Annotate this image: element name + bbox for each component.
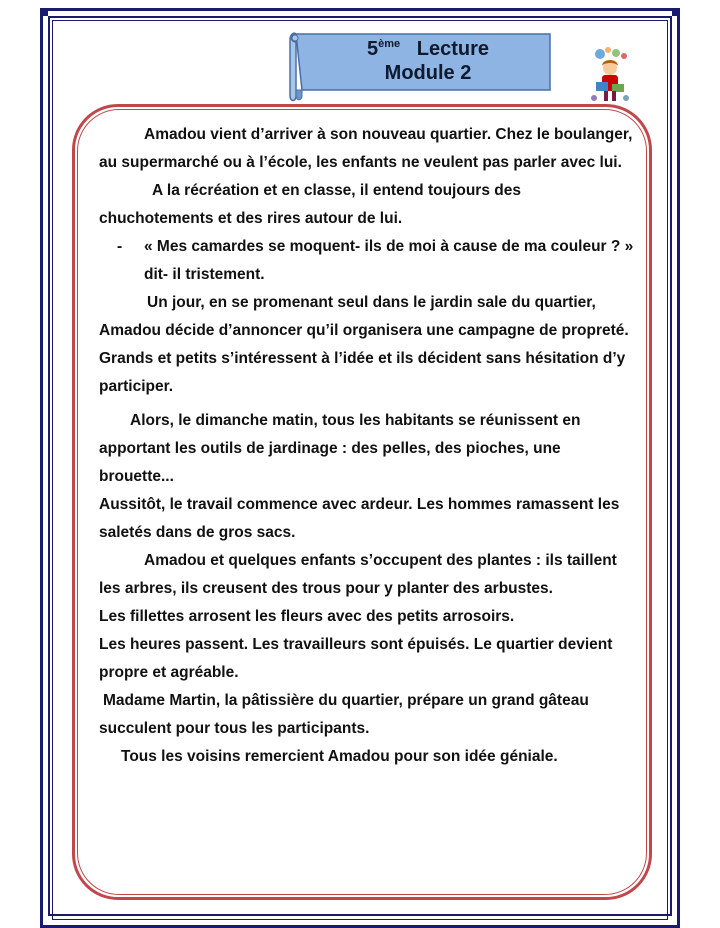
- paragraph-12: Tous les voisins remercient Amadou pour son idée géniale.: [121, 748, 558, 765]
- grade-subject-line: [300, 32, 556, 61]
- module-label: Module 2: [384, 62, 472, 84]
- paragraph-11: Madame Martin, la pâtissière du quartier, prépare un grand gâteau succulent pour tous les participants.: [99, 692, 589, 737]
- banner-title: [300, 32, 556, 85]
- dialogue-text: « Mes camardes se moquent- ils de moi à cause de ma couleur ? » dit- il tristement.: [144, 238, 634, 283]
- paragraph-7: Aussitôt, le travail commence avec ardeur. Les hommes ramassent les saletés dans de gros sacs.: [99, 496, 620, 541]
- paragraph-6: Alors, le dimanche matin, tous les habitants se réunissent en apportant les outils de jardinage : des pelles, des pioches, une brouette...: [99, 412, 581, 485]
- paragraph-3-dialogue: [99, 233, 639, 289]
- paragraph-4: Un jour, en se promenant seul dans le jardin sale du quartier, Amadou décide d’annoncer qu’il organisera une campagne de propreté.: [99, 294, 629, 339]
- subject-label: Lecture: [416, 38, 490, 60]
- grade-suffix: ème: [378, 38, 401, 50]
- title-banner: [288, 30, 556, 102]
- paragraph-2: A la récréation et en classe, il entend toujours des chuchotements et des rires autour de lui.: [99, 182, 521, 227]
- paragraph-8: Amadou et quelques enfants s’occupent des plantes : ils taillent les arbres, ils creusent des trous pour y planter des arbustes.: [99, 552, 617, 597]
- paragraph-9: Les fillettes arrosent les fleurs avec des petits arrosoirs.: [99, 608, 515, 625]
- paragraph-10: Les heures passent. Les travailleurs sont épuisés. Le quartier devient propre et agréable.: [99, 636, 613, 681]
- dialogue-dash: -: [117, 238, 123, 255]
- reading-passage: [99, 121, 639, 771]
- frame-corner: [672, 8, 680, 16]
- girl-with-books-icon: [588, 44, 632, 106]
- frame-corner: [40, 8, 48, 16]
- grade-number: 5: [366, 38, 379, 60]
- paragraph-5: Grands et petits s’intéressent à l’idée et ils décident sans hésitation d’y participer.: [99, 350, 626, 395]
- paragraph-1: Amadou vient d’arriver à son nouveau quartier. Chez le boulanger, au supermarché ou à l’école, les enfants ne veulent pas parler avec lui.: [99, 126, 633, 171]
